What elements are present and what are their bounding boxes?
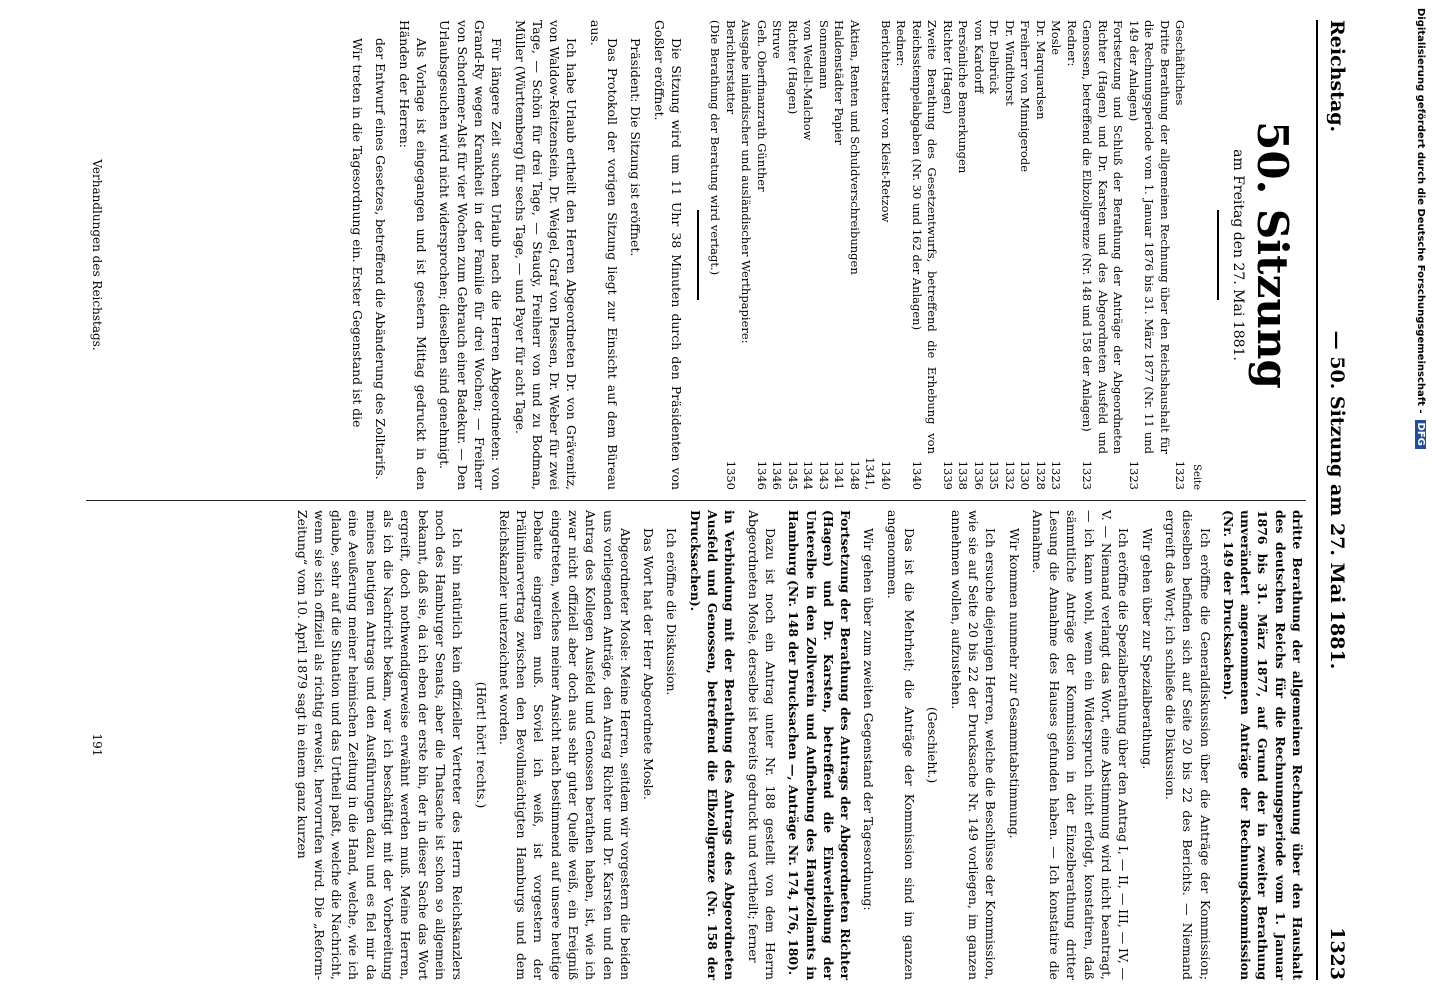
toc-entry-title: Mosle (1049, 20, 1064, 56)
toc-entry-title: Freiherr von Minnigerode (1018, 20, 1033, 173)
toc-row (815, 20, 831, 490)
table-of-contents (707, 20, 1188, 490)
toc-entry-title: Redner: (894, 20, 909, 67)
toc-row (939, 20, 955, 490)
toc-row (753, 20, 769, 490)
speech-paragraph: Ich bin natürlich kein offizieller Vertreter des Herrn Reichskanzlers noch des Hamburger Senats, aber die Thatsache ist schon so allgemein bekannt, daß sie, da ich eben der erste bin, der in dieser Sache das Wort ergreift, doch nothwendigerweise erwähnt werden muß. Meine Herren, als ich die Nachricht bekam, war ich beschäftigt mit der Vorbereitung meines heutigen Antrags und den Ausführungen dazu und es fiel mir da eine Aeußerung meiner heimischen Zeitung in die Hand, welche, wie ich glaube, sehr auf die Situation und das Urtheil paßt, welche die Nachricht, wenn sie sich offiziell als richtig erweist, hervorrufen wird. Die „Reform-Zeitung“ vom 10. April 1879 sagt in einem ganz kurzen (294, 510, 466, 980)
digitization-credit (1412, 8, 1428, 588)
toc-entry-title: Ausgabe inländischer und ausländischer Werthpapiere: (739, 20, 754, 344)
toc-divider (697, 210, 699, 300)
toc-entry-title: Struve (770, 20, 785, 59)
toc-entry-title: Geh. Oberfinanzrath Günther (754, 20, 769, 192)
paragraph: Wir treten in die Tagesordnung ein. Erster Gegenstand ist die (350, 38, 366, 428)
toc-entry-title: Dr. Windthorst (1002, 20, 1017, 106)
toc-row (908, 20, 939, 490)
toc-row (1032, 20, 1048, 490)
paragraph: Als Vorlage ist eingegangen und ist gestern Mittag gedruckt in den Händen der Herren: (396, 20, 430, 490)
paragraph: Ich eröffne die Spezialberathung über den Antrag I, — II, — III, — IV, — V. — Niemand verlangt das Wort, eine Abstimmung wird nicht beantragt, — ich kann wohl, wenn ein Widerspruch nicht erfolgt, konstatiren, daß sämmtliche Anträge der Kommission in der Einzelberathung dritter Lesung die Annahme des Hauses gefunden haben. — Ich konstatire die Annahme. (1029, 510, 1132, 980)
paragraph: Die Sitzung wird um 11 Uhr 38 Minuten durch den Präsidenten von Goßler eröffnet. (651, 20, 684, 490)
toc-entry-title: Zweite Berathung des Gesetzentwurfs, betreffend die Erhebung von Reichsstempelabgaben (Nr. 30 und 162 der Anlagen) (909, 20, 940, 454)
signature-mark: 191 (90, 733, 105, 757)
toc-row (722, 20, 738, 490)
toc-row (986, 20, 1002, 490)
paragraph: Präsident: Die Sitzung ist eröffnet. (628, 38, 644, 257)
toc-entry-title: Berichterstatter von Kleist-Retzow (878, 20, 893, 223)
toc-entry-page: 1346 (754, 460, 769, 490)
toc-row (707, 20, 723, 490)
toc-entry-page: 1350 (723, 460, 738, 490)
toc-entry-page: 1336 (971, 460, 986, 490)
header-center: — 50. Sitzung am 27. Mai 1881. (1326, 330, 1348, 670)
toc-entry-page: 1323 (1080, 460, 1095, 490)
toc-entry-title: Haldenstädter Papier (832, 20, 847, 145)
toc-row (800, 20, 816, 490)
paragraph: Ich ersuche diejenigen Herren, welche die Beschlüsse der Kommission, wie sie auf Seite 20 bis 22 der Drucksache Nr. 149 vorliegen, im ganzen annehmen wollen, aufzustehen. (948, 510, 999, 980)
column-divider (86, 500, 1306, 501)
toc-row (1172, 20, 1188, 490)
agenda-item: dritte Berathung der allgemeinen Rechnung über den Haushalt des deutschen Reichs für die Rechnungsperiode vom 1. Januar 1876 bis 31. März 1877, auf Grund der in zweiter Berathung unverändert angenommenen Anträge der Rechnungskommission (Nr. 149 der Drucksachen). (1220, 510, 1305, 980)
toc-row (970, 20, 986, 490)
toc-entry-page: 1344 (801, 460, 816, 490)
page-number: 1323 (1326, 927, 1348, 980)
session-date: am Freitag den 27. Mai 1881. (1230, 149, 1246, 361)
paragraph: Wir kommen nunmehr zur Gesammtabstimmung. (1006, 528, 1022, 839)
agenda-item: Fortsetzung der Berathung des Antrags der Abgeordneten Richter (Hagen) und Dr. Karsten, betreffend die Einverleibung der Unterelbe in den Zollverein und Aufhebung des Hauptzollamts in Hamburg (Nr. 148 der Drucksachen —, Anträge Nr. 174, 176, 180). (786, 510, 854, 980)
toc-row (738, 20, 754, 490)
digitization-credit-text (1412, 8, 1428, 588)
toc-entry-title: (Die Berathung der Beratung wird vertagt.) (708, 20, 723, 276)
toc-entry-title: Aktien, Renten und Schuldverschreibungen (847, 20, 862, 275)
paragraph: Wir gehen über zur Spezialberathung. (1139, 528, 1155, 770)
toc-entry-page: 1341, 1348 (847, 457, 878, 490)
paragraph: der Entwurf eines Gesetzes, betreffend die Abänderung des Zolltarifs. (373, 38, 389, 480)
toc-entry-title: Dr. Marquardsen (1033, 20, 1048, 120)
toc-entry-page: 1340 (878, 460, 893, 490)
toc-row (955, 20, 971, 490)
toc-entry-page: 1323 (1126, 460, 1141, 490)
stage-direction: (Geschieht.) (925, 706, 941, 784)
toc-row (846, 20, 877, 490)
rotated-page (66, 0, 1366, 1000)
toc-entry-title: Sonnemann (816, 20, 831, 89)
left-column (86, 20, 1306, 490)
paragraph: Ich eröffne die Diskussion. (664, 528, 680, 696)
toc-entry-page: 1328 (1033, 460, 1048, 490)
toc-row (1063, 20, 1079, 490)
toc-entry-page: 1343 (816, 460, 831, 490)
toc-entry-title: Geschäftliches (1173, 20, 1188, 106)
toc-entry-page: 1341 (832, 460, 847, 490)
toc-entry-title: Dr. Delbrück (987, 20, 1002, 95)
paragraph: Ich eröffne die Generaldiskussion über die Anträge der Kommission; dieselben befinden sich auf Seite 20 bis 22 des Berichts. — Niemand ergreift das Wort; ich schließe die Diskussion. (1162, 510, 1213, 980)
toc-entry-page: 1345 (785, 460, 800, 490)
toc-row (831, 20, 847, 490)
toc-entry-page: 1339 (940, 460, 955, 490)
toc-row (784, 20, 800, 490)
paragraph: Das Protokoll der vorigen Sitzung liegt zur Einsicht auf dem Büreau aus. (587, 20, 621, 490)
toc-seite-label: Seite (1190, 464, 1202, 490)
paragraph: Das ist die Mehrheit; die Anträge der Kommission sind im ganzen angenommen. (884, 510, 918, 980)
right-column (86, 510, 1306, 980)
toc-row (1017, 20, 1033, 490)
stage-direction: (Hört! hört! rechts.) (473, 681, 489, 809)
toc-row (1125, 20, 1172, 490)
toc-entry-title: Richter (Hagen) (940, 20, 955, 115)
toc-entry-page: 1346 (770, 460, 785, 490)
paragraph: Das Wort hat der Herr Abgeordnete Mosle. (641, 528, 657, 800)
toc-entry-title: Redner: (1064, 20, 1079, 67)
toc-entry-title: Fortsetzung und Schluß der Berathung der Anträge der Abgeordneten Richter (Hagen) und Dr. Karsten und des Abgeordneten Ausfeld und Genossen, betreffend die Elbzollgrenze (Nr. 148 und 158 der Anlagen) (1080, 20, 1126, 454)
toc-row (769, 20, 785, 490)
agenda-item: in Verbindung mit der Berathung des Antrags des Abgeordneten Ausfeld und Genossen, betreffend die Elbzollgrenze (Nr. 158 der Drucksachen). (687, 510, 738, 980)
header-left: Reichstag. (1326, 20, 1348, 133)
paragraph: Für längere Zeit suchen Urlaub nach die Herren Abgeordneten: von Grand-Ry wegen Krankheit in der Familie für drei Wochen; — Freiherr von Schorlemer-Alst für vier Wochen zum Gebrauch einer Badekur. — Den Urlaubsgesuchen wird nicht widersprochen; dieselben sind genehmigt. (437, 20, 505, 490)
toc-entry-title: Richter (Hagen) (785, 20, 800, 115)
toc-entry-title: von Kardorff (971, 20, 986, 94)
toc-entry-page: 1330 (1018, 460, 1033, 490)
toc-row (1048, 20, 1064, 490)
toc-entry-title: Dritte Berathung der allgemeinen Rechnung über den Reichshaushalt für die Rechnungsperiode vom 1. Januar 1876 bis 31. März 1877 (Nr. 11 und 149 der Anlagen) (1126, 20, 1172, 454)
toc-row (1079, 20, 1126, 490)
speech-paragraph: Abgeordneter Mosle: Meine Herren, seitdem wir vorgestern die beiden uns vorliegenden Anträge, den Antrag Richter und Dr. Karsten und den Antrag des Kollegen Ausfeld und Genossen berathen haben, ist, wie ich zwar nicht offiziell aber doch aus sehr guter Quelle weiß, ein Ereigniß eingetreten, welches meiner Ansicht nach bestimmend auf unsere heutige Debatte eingreifen muß. Soviel ich weiß, ist vorgestern der Präliminarvertrag zwischen den Bevollmächtigten Hamburgs und dem Reichskanzler unterzeichnet worden. (496, 510, 633, 980)
credit-text: Digitalisierung gefördert durch die Deutsche Forschungsgemeinschaft - (1415, 8, 1426, 414)
toc-row (893, 20, 909, 490)
toc-entry-page: 1338 (956, 460, 971, 490)
toc-entry-page: 1332 (1002, 460, 1017, 490)
session-title: 50. Sitzung (1248, 121, 1297, 389)
paragraph: Wir gehen über zum zweiten Gegenstand der Tagesordnung: (861, 528, 877, 911)
toc-entry-title: Berichterstatter (723, 20, 738, 115)
toc-row (877, 20, 893, 490)
toc-entry-page: 1323 (1173, 460, 1188, 490)
toc-entry-title: Persönliche Bemerkungen (956, 20, 971, 174)
footer-note: Verhandlungen des Reichstags. (90, 159, 105, 351)
paragraph: Ich habe Urlaub ertheilt den Herren Abgeordneten Dr. von Grävenitz, von Waldow-Reitzenstein, Dr. Weigel, Graf von Plessen, Dr. Weber für zwei Tage, — Schön für drei Tage, — Staudy, Freiherr von und zu Bodman, Müller (Württemberg) für sechs Tage, — und Payer für acht Tage. (512, 20, 580, 490)
toc-entry-page: 1323 (1049, 460, 1064, 490)
toc-entry-page: 1340 (909, 460, 924, 490)
toc-entry-title: von Wedell-Malchow (801, 20, 816, 141)
toc-entry-page: 1335 (987, 460, 1002, 490)
running-header (1316, 20, 1354, 980)
title-divider (1217, 210, 1219, 300)
dfg-logo: DFG (1415, 420, 1426, 449)
paragraph: Dazu ist noch ein Antrag unter Nr. 188 gestellt von dem Herrn Abgeordneten Mosle, derselbe ist bereits gedruckt und vertheilt; ferner (745, 510, 778, 980)
toc-row (1001, 20, 1017, 490)
